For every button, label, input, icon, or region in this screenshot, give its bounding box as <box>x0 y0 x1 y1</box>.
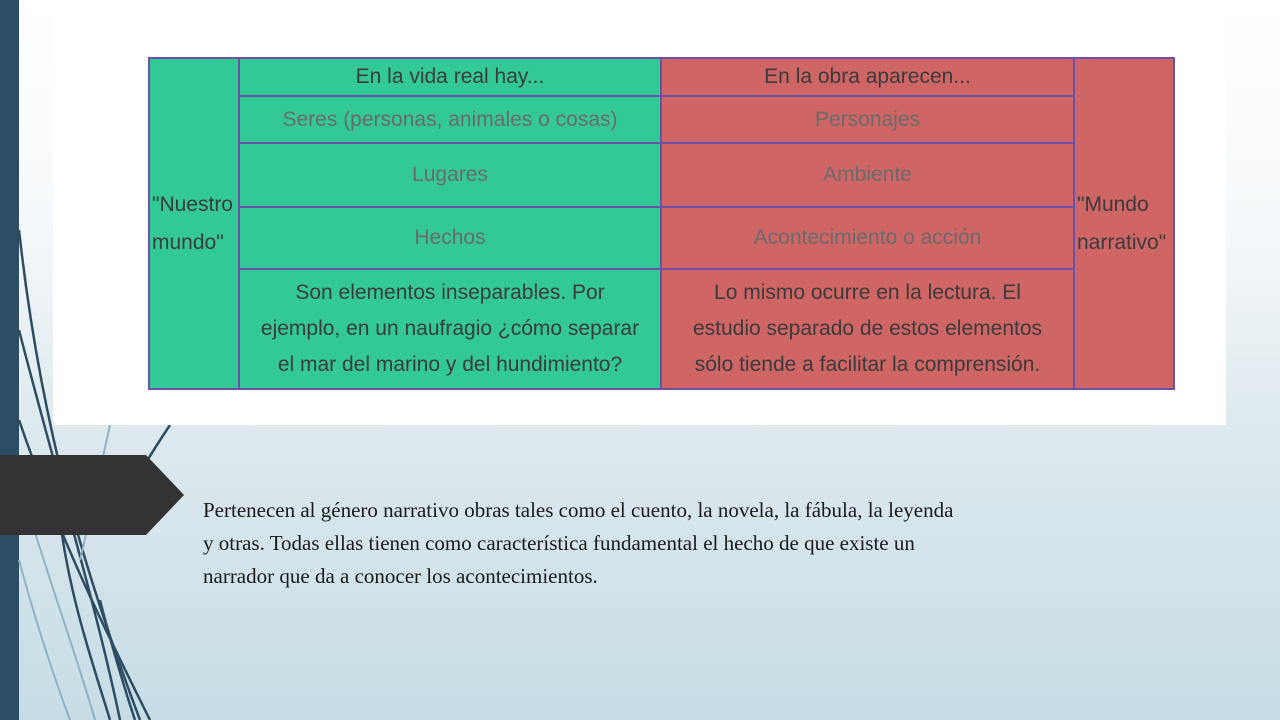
row-3-right: Acontecimiento o acción <box>661 207 1074 269</box>
footer-left-line-2: ejemplo, en un naufragio ¿cómo separar <box>260 317 640 340</box>
footer-right-line-1: Lo mismo ocurre en la lectura. El <box>714 281 1021 304</box>
left-label-cell <box>149 58 239 389</box>
footer-left-line-3: el mar del marino y del hundimiento? <box>277 353 623 376</box>
comparison-table <box>148 57 1175 390</box>
right-label-line-1: "Mundo <box>1077 192 1149 216</box>
body-paragraph <box>203 494 1163 593</box>
body-line-3: narrador que da a conocer los acontecimientos. <box>203 564 598 588</box>
footer-right-line-3: sólo tiende a facilitar la comprensión. <box>694 353 1041 376</box>
row-3-left: Hechos <box>239 207 661 269</box>
header-right: En la obra aparecen... <box>661 58 1074 96</box>
bullet-pentagon-shape <box>0 455 184 535</box>
row-2-left: Lugares <box>239 143 661 207</box>
right-label-line-2: narrativo" <box>1077 230 1167 254</box>
left-label-line-2: mundo" <box>152 230 224 254</box>
left-label-line-1: "Nuestro <box>152 192 233 216</box>
footer-right-cell <box>661 269 1074 389</box>
row-1-right: Personajes <box>661 96 1074 143</box>
footer-right-line-2: estudio separado de estos elementos <box>692 317 1043 340</box>
row-2-right: Ambiente <box>661 143 1074 207</box>
footer-left-line-1: Son elementos inseparables. Por <box>295 281 605 304</box>
footer-left-cell <box>239 269 661 389</box>
row-1-left: Seres (personas, animales o cosas) <box>239 96 661 143</box>
right-label-cell <box>1074 58 1174 389</box>
body-line-2: y otras. Todas ellas tienen como característica fundamental el hecho de que existe un <box>203 531 915 555</box>
header-left: En la vida real hay... <box>239 58 661 96</box>
body-line-1: Pertenecen al género narrativo obras tales como el cuento, la novela, la fábula, la leyenda <box>203 498 954 522</box>
